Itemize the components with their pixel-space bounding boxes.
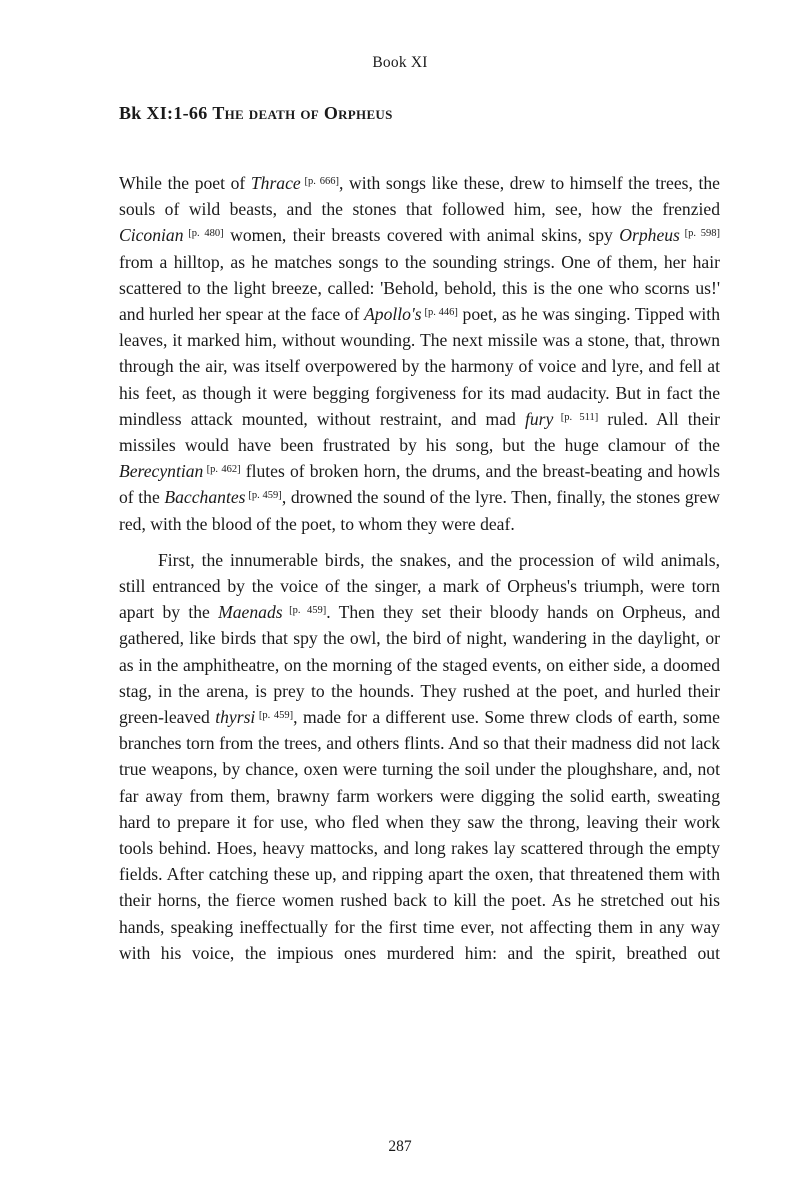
page-reference: [p. 459]	[245, 490, 282, 502]
page-reference: [p. 459]	[282, 605, 327, 617]
paragraph-2	[119, 547, 720, 966]
running-head: Book XI	[372, 54, 428, 71]
page-reference: [p. 511]	[553, 411, 599, 423]
page-reference: [p. 462]	[203, 464, 241, 476]
text-run: First, the innumerable birds, the snakes, and the procession of wild animals, still entranced by the voice of the singer, a mark of Orpheus's triumph, were torn apart by the	[119, 549, 720, 623]
page-number: 287	[388, 1138, 412, 1155]
italic-term: Bacchantes	[164, 487, 246, 508]
body-text	[119, 170, 720, 976]
page-reference: [p. 459]	[255, 710, 294, 722]
italic-term: Berecyntian	[119, 461, 204, 482]
text-run: women, their breasts covered with animal skins, spy	[223, 225, 620, 246]
page-reference: [p. 446]	[421, 307, 458, 319]
text-run: from a hilltop, as he matches songs to the sounding strings. One of them, her hair scattered to the light breeze, called: 'Behold, behold, this is the one who scorns us!' and hurled her spear at the face of	[119, 251, 720, 325]
section-title-text: The death of Orpheus	[212, 103, 393, 123]
text-run: While the poet of	[119, 173, 251, 193]
section-title	[119, 103, 393, 124]
italic-term: Maenads	[218, 602, 283, 623]
italic-term: Ciconian	[119, 225, 184, 246]
italic-term: Thrace	[250, 173, 301, 193]
text-run: ruled. All their missiles would have been frustrated by his song, but the huge clamour of the	[119, 408, 721, 456]
text-run: , made for a different use. Some threw clods of earth, some branches torn from the trees, and others flints. And so that their madness did not lack true weapons, by chance, oxen were turning the soil under the ploughshare, and, not far away from them, brawny farm workers were digging the solid earth, sweating hard to prepare it for use, who fled when they saw the throng, leaving their work tools behind. Hoes, heavy mattocks, and long rakes lay scattered through the empty fields. After catching these up, and ripping apart the oxen, that threatened them with their horns, the fierce women rushed back to kill the poet. As he stretched out his hands, speaking ineffectually for the first time ever, not affecting them in any way with his voice, the impious ones murdered him: and the spirit, breathed out	[119, 707, 720, 963]
page-reference: [p. 480]	[183, 228, 224, 240]
section-prefix: Bk XI:1-66	[119, 103, 213, 123]
paragraph-1	[119, 170, 720, 537]
text-run: poet, as he was singing. Tipped with leaves, it marked him, without wounding. The next missile was a stone, that, thrown through the air, was itself overpowered by the harmony of voice and lyre, and fell at his feet, as though it were begging forgiveness for its mad audacity. But in fact the mindless attack mounted, without restraint, and mad	[119, 304, 720, 429]
page-reference: [p. 666]	[300, 176, 339, 187]
text-run: . Then they set their bloody hands on Orpheus, and gathered, like birds that spy the owl, the bird of night, wandering in the daylight, or as in the amphitheatre, on the morning of the staged events, on either side, a doomed stag, in the arena, is prey to the hounds. They rushed at the poet, and hurled their green-leaved	[119, 602, 720, 728]
text-run: , drowned the sound of the lyre. Then, finally, the stones grew red, with the blood of the poet, to whom they were deaf.	[119, 487, 721, 534]
italic-term: thyrsi	[215, 707, 256, 728]
text-run: flutes of broken horn, the drums, and the breast-beating and howls of the	[119, 461, 720, 508]
italic-term: fury	[524, 408, 554, 429]
italic-term: Orpheus	[619, 225, 680, 246]
text-run: , with songs like these, drew to himself the trees, the souls of wild beasts, and the stones that followed him, see, how the frenzied	[119, 173, 720, 220]
italic-term: Apollo's	[364, 304, 422, 325]
page-reference: [p. 598]	[679, 228, 720, 240]
